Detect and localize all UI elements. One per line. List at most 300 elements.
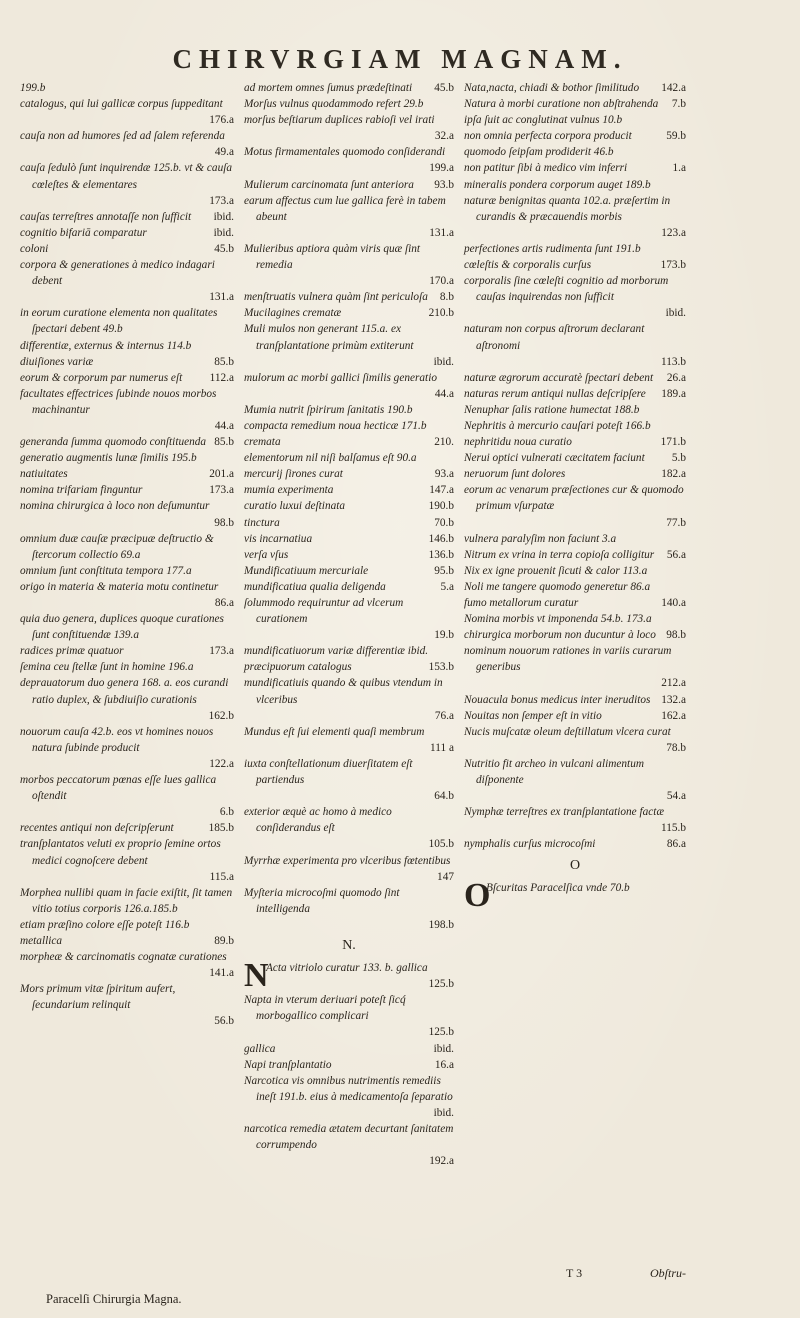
entry-text: Napi tranſplantatio: [244, 1058, 332, 1071]
index-entry: [244, 1121, 454, 1169]
index-entry: [20, 225, 234, 241]
entry-text: mundificatiuis quando & quibus vtendum in vlceribus: [244, 677, 443, 706]
index-entry: [20, 160, 234, 208]
index-entry: [244, 1057, 454, 1073]
index-entry: [244, 193, 454, 241]
index-entry: [20, 836, 234, 884]
index-entry: [244, 643, 454, 659]
entry-text: deprauatorum duo genera 168. a. eos curandi ratio duplex, & ſubdiuiſio curationis: [20, 677, 229, 706]
index-entry: [244, 241, 454, 289]
entry-text: Nomina morbis vt imponenda 54.b. 173.a: [464, 613, 652, 626]
index-entry: [244, 675, 454, 723]
index-entry: [244, 80, 454, 96]
entry-text: Morphea nullibi quam in facie exiſtit, ſit tamen vitio totius corporis 126.a.185.b: [20, 886, 233, 915]
entry-text: non omnia perfecta corpora producit: [464, 130, 632, 143]
index-entry: [464, 386, 686, 402]
index-entry: [20, 498, 234, 530]
index-entry: [20, 659, 234, 675]
entry-reference: 142.a: [661, 82, 686, 94]
entry-reference: ibid.: [433, 355, 454, 368]
entry-text: Myſteria microcoſmi quomodo ſint intelligenda: [244, 886, 400, 915]
index-entry: [244, 434, 454, 450]
entry-text: ad mortem omnes ſumus prædeſtinati: [244, 82, 413, 94]
index-entry: [464, 402, 686, 418]
index-entry: [244, 321, 454, 369]
entry-text: morſus beſtiarum duplices rabioſi vel irati: [244, 114, 435, 127]
entry-text: nymphalis curſus microcoſmi: [464, 838, 596, 851]
entry-text: cremata: [244, 436, 281, 449]
entry-reference: 1.a: [672, 162, 686, 175]
entry-reference: 192.a: [429, 1155, 454, 1168]
entry-text: mercurij ſirones curat: [244, 468, 343, 481]
entry-reference: 111 a: [430, 741, 454, 754]
index-entry: [244, 659, 454, 675]
entry-text: Muli mulos non generant 115.a. ex tranſplantatione primùm extiterunt: [244, 323, 414, 352]
index-entry: [20, 434, 234, 450]
entry-text: Myrrhæ experimenta pro vlceribus fœtentibus: [244, 854, 451, 867]
index-entry: [244, 563, 454, 579]
entry-text: Mucilagines crematæ: [244, 307, 342, 320]
index-entry: [20, 772, 234, 820]
entry-text: etiam præſino colore eſſe poteſt 116.b: [20, 918, 190, 931]
entry-text: quomodo ſeipſam prodiderit 46.b: [464, 146, 614, 159]
entry-text: Napta in vterum deriuari poteſt ſicq́ morbogallico complicari: [244, 994, 406, 1023]
entry-text: catalogus, qui lui gallicæ corpus ſuppeditant: [20, 98, 223, 111]
entry-text: compacta remedium noua hecticæ 171.b: [244, 419, 427, 432]
entry-reference: 123.a: [661, 226, 686, 239]
index-entry: [244, 144, 454, 176]
entry-text: elementorum nil niſi balſamus eſt 90.a: [244, 452, 417, 465]
index-entry: [464, 193, 686, 241]
index-entry: [244, 853, 454, 885]
index-entry: [244, 402, 454, 418]
entry-text: origo in materia & materia motu continetur: [20, 580, 219, 593]
entry-reference: 125.b: [428, 978, 454, 991]
entry-reference: 78.b: [666, 741, 686, 754]
entry-text: Nix ex igne prouenit ſicuti & calor 113.a: [464, 564, 648, 577]
index-entry: [20, 257, 234, 305]
entry-reference: 105.b: [428, 838, 454, 851]
index-entry: [464, 627, 686, 643]
index-entry: [244, 1073, 454, 1121]
entry-reference: 131.a: [429, 226, 454, 239]
index-entry: [464, 611, 686, 627]
entry-reference: 93.b: [434, 178, 454, 191]
index-entry: [244, 547, 454, 563]
entry-reference: 76.a: [434, 709, 454, 722]
entry-text: Mors primum vitæ ſpiritum aufert, ſecundarium relinquit: [20, 983, 176, 1012]
entry-reference: 210.b: [428, 307, 454, 320]
index-entry: [464, 434, 686, 450]
entry-reference: 210.: [434, 436, 454, 449]
index-entry: [20, 450, 234, 466]
entry-reference: 173.a: [209, 645, 234, 658]
entry-text: chirurgica morborum non ducuntur à loco: [464, 629, 656, 642]
index-entry: [464, 112, 686, 128]
entry-text: perfectiones artis rudimenta ſunt 191.b: [464, 242, 641, 255]
index-entry: [20, 531, 234, 563]
entry-reference: 19.b: [434, 629, 454, 642]
index-entry: [244, 885, 454, 933]
entry-text: Mumia nutrit ſpirirum ſanitatis 190.b: [244, 403, 413, 416]
entry-reference: 44.a: [434, 387, 454, 400]
entry-text: Mulierum carcinomata ſunt anteriora: [244, 178, 414, 191]
entry-reference: 86.a: [214, 597, 234, 609]
index-entry: [20, 949, 234, 981]
entry-text: Nouacula bonus medicus inter ineruditos: [464, 693, 651, 706]
entry-text: vulnera paralyſim non faciunt 3.a: [464, 532, 617, 545]
entry-text: tinctura: [244, 516, 280, 529]
entry-reference: ibid.: [213, 210, 234, 223]
index-entry: [464, 241, 686, 257]
entry-text: Nucis muſcatæ oleum deſtillatum vlcera curat: [464, 725, 671, 738]
entry-text: Nerui optici vulnerati cæcitatem faciunt: [464, 452, 645, 465]
index-entry: [244, 418, 454, 434]
index-entry: [244, 515, 454, 531]
index-entry: [244, 1041, 454, 1057]
index-entry: [20, 386, 234, 434]
index-entry: [20, 241, 234, 257]
entry-text: naturas rerum antiqui nullas deſcripſere: [464, 387, 646, 400]
entry-text: iuxta conſtellationum diuerſitatem eſt partiendus: [244, 757, 413, 787]
entry-text: mulorum ac morbi gallici ſimilis generatio: [244, 371, 437, 384]
index-entry: [20, 563, 234, 579]
index-entry: [464, 321, 686, 369]
catchword: Obſtru-: [650, 1266, 686, 1280]
entry-reference: 56.b: [214, 1015, 234, 1028]
entry-text: mumia experimenta: [244, 484, 334, 497]
index-entry: [20, 466, 234, 482]
entry-reference: 85.b: [214, 436, 234, 449]
entry-reference: 173.b: [660, 259, 686, 272]
section-letter: N.: [342, 937, 356, 953]
entry-text: morbos peccatorum pœnas eſſe lues gallica oſtendit: [20, 774, 217, 803]
entry-text: omnium duæ cauſæ præcipuæ deſtructio & ſtercorum collectio 69.a: [20, 532, 214, 561]
index-entry: [464, 160, 686, 176]
drop-cap: N: [244, 957, 269, 995]
entry-text: fumo metallorum curatur: [464, 597, 579, 609]
entry-reference: 125.b: [428, 1026, 454, 1039]
entry-text: in eorum curatione elementa non qualitates ſpectari debent 49.b: [20, 307, 218, 336]
entry-text: narcotica remedia ætatem decurtant ſanitatem corrumpendo: [244, 1123, 454, 1152]
index-entry: [20, 305, 234, 337]
index-entry: [20, 354, 234, 370]
index-entry: [244, 957, 454, 995]
index-entry: [244, 595, 454, 643]
index-entry: [464, 257, 686, 273]
index-entry: [244, 992, 454, 1040]
index-entry: [464, 756, 686, 804]
index-entry: [464, 643, 686, 691]
entry-text: Motus firmamentales quomodo conſiderandi: [244, 146, 446, 159]
entry-reference: 98.b: [214, 516, 234, 529]
index-entry: [464, 804, 686, 836]
entry-text: naturæ ægrorum accuratè ſpectari debent: [464, 371, 654, 384]
index-entry: [244, 112, 454, 144]
entry-text: Nitrum ex vrina in terra copioſa colligitur: [464, 548, 655, 561]
entry-text: Narcotica vis omnibus nutrimentis remediis ineſt 191.b. eius à medicamentoſa ſeparatio: [244, 1074, 453, 1103]
entry-text: mundificatiua qualia deligenda: [244, 580, 386, 593]
index-entry: [464, 144, 686, 160]
entry-reference: 170.a: [429, 275, 454, 288]
index-entry: [20, 611, 234, 643]
index-entry: [20, 338, 234, 354]
entry-reference: 131.a: [209, 291, 234, 304]
entry-reference: 171.b: [660, 436, 686, 449]
entry-text: gallica: [244, 1042, 276, 1055]
index-entry: [244, 305, 454, 321]
entry-text: tranſplantatos veluti ex proprio ſemine ortos medici cognoſcere debent: [20, 838, 221, 867]
index-entry: [20, 128, 234, 160]
entry-reference: 173.a: [209, 194, 234, 207]
entry-text: recentes antiqui non deſcripſerunt: [20, 822, 174, 835]
entry-reference: 212.a: [661, 677, 686, 690]
entry-reference: ibid.: [213, 226, 234, 239]
index-entry: [464, 128, 686, 144]
entry-text: morpheæ & carcinomatis cognatæ curationes: [20, 951, 227, 964]
entry-text: cognitio bifariā comparatur: [20, 226, 147, 239]
index-entry: [464, 692, 686, 708]
entry-text: omnium ſunt conſtituta tempora 177.a: [20, 564, 192, 577]
entry-text: mundificatiuorum variæ differentiæ ibid.: [244, 645, 429, 658]
entry-reference: 132.a: [661, 693, 686, 706]
entry-reference: 190.b: [428, 500, 454, 513]
index-entry: [244, 724, 454, 756]
entry-reference: 147.a: [429, 484, 454, 497]
index-entry: [244, 579, 454, 595]
entry-text: Nymphæ terreſtres ex tranſplantatione factæ: [464, 806, 664, 819]
index-entry: [464, 418, 686, 434]
index-entry: [464, 177, 686, 193]
entry-reference: 153.b: [428, 661, 454, 674]
entry-reference: 49.a: [214, 146, 234, 159]
entry-reference: 198.b: [428, 918, 454, 931]
entry-text: Nenuphar ſalis ratione humectat 188.b: [464, 403, 640, 416]
index-entry: [244, 804, 454, 852]
entry-reference: ibid.: [665, 307, 686, 320]
index-entry: [244, 289, 454, 305]
footer-title: Paracelſi Chirurgia Magna.: [46, 1292, 182, 1306]
entry-text: exterior æquè ac homo à medico conſiderandus eſt: [244, 806, 392, 835]
entry-text: eorum ac venarum præſectiones cur & quomodo primum vſurpatæ: [464, 484, 684, 513]
entry-text: differentiæ, externus & internus 114.b: [20, 339, 192, 352]
entry-text: corporalis ſine cœleſti cognitio ad morborum cauſas inquirendas non ſufficit: [464, 275, 669, 304]
entry-reference: 199.a: [429, 162, 454, 175]
entry-text: præcipuorum catalogus: [244, 661, 352, 674]
index-entry: [20, 80, 234, 96]
entry-text: cauſa non ad humores ſed ad ſalem referenda: [20, 130, 225, 143]
index-entry: [244, 177, 454, 193]
index-entry: [244, 450, 454, 466]
index-column-middle: [244, 80, 454, 1169]
entry-reference: 173.a: [209, 484, 234, 497]
index-entry: [20, 96, 234, 128]
index-entry: [20, 482, 234, 498]
entry-text: Mundificatiuum mercuriale: [244, 564, 369, 577]
entry-text: Nephritis à mercurio cauſari poteſt 166.b: [464, 419, 651, 432]
entry-text: curatio luxui deſtinata: [244, 500, 346, 513]
entry-text: Bſcuritas Paracelſica vnde 70.b: [486, 881, 630, 894]
index-entry: [20, 370, 234, 386]
section-letter: O: [569, 857, 581, 873]
drop-cap: O: [464, 876, 491, 914]
entry-text: nomina chirurgica à loco non deſumuntur: [20, 500, 210, 513]
running-header: CHIRVRGIAM MAGNAM.: [172, 44, 628, 74]
entry-reference: 98.b: [666, 629, 686, 642]
entry-reference: 93.a: [434, 468, 454, 481]
entry-reference: 16.a: [434, 1058, 454, 1071]
entry-text: facultates effectrices ſubinde nouos morbos machinantur: [20, 387, 217, 416]
entry-text: non patitur ſibi à medico vim inferri: [464, 162, 628, 175]
index-entry: [464, 370, 686, 386]
index-entry: [20, 675, 234, 723]
entry-reference: 136.b: [428, 548, 454, 561]
entry-reference: 122.a: [209, 757, 234, 770]
entry-text: earum affectus cum lue gallica ferè in tabem abeunt: [244, 194, 446, 223]
index-column-right: [464, 80, 686, 914]
entry-reference: 85.b: [214, 355, 234, 368]
entry-reference: 77.b: [666, 516, 686, 529]
index-entry: [244, 531, 454, 547]
entry-text: 199.b: [20, 82, 46, 94]
index-entry: [20, 209, 234, 225]
index-entry: [464, 547, 686, 563]
index-entry: [244, 498, 454, 514]
entry-text: Nouitas non ſemper eſt in vitio: [464, 709, 602, 722]
entry-text: Noli me tangere quomodo generetur 86.a: [464, 580, 651, 593]
entry-text: radices primæ quatuor: [20, 645, 124, 658]
entry-reference: 146.b: [428, 532, 454, 545]
entry-text: vis incarnatiua: [244, 532, 313, 545]
entry-reference: 26.a: [666, 371, 686, 384]
entry-reference: 7.b: [671, 98, 686, 111]
entry-reference: 6.b: [219, 806, 234, 819]
entry-text: natiuitates: [20, 468, 68, 481]
entry-text: nouorum cauſa 42.b. eos vt homines nouos natura ſubinde producit: [20, 725, 214, 754]
index-entry: [20, 724, 234, 772]
entry-reference: 189.a: [661, 387, 686, 400]
entry-reference: 115.b: [661, 822, 686, 835]
entry-text: Mundus eſt ſui elementi quaſi membrum: [244, 725, 425, 738]
entry-text: menſtruatis vulnera quàm ſint periculoſa: [244, 291, 428, 304]
entry-reference: 140.a: [661, 597, 686, 609]
entry-reference: 8.b: [439, 291, 454, 304]
entry-text: ſolummodo requiruntur ad vlcerum curationem: [244, 597, 404, 626]
index-column-left: [20, 80, 234, 1030]
entry-text: Morſus vulnus quodammodo refert 29.b: [244, 98, 424, 111]
index-entry: [244, 466, 454, 482]
entry-text: cauſas terreſtres annotaſſe non ſufficit: [20, 210, 192, 223]
entry-text: Mulieribus aptiora quàm viris quæ ſint remedia: [244, 242, 421, 272]
index-entry: [20, 820, 234, 836]
entry-reference: 185.b: [208, 822, 234, 835]
index-entry: [464, 96, 686, 112]
signature-mark: T 3: [566, 1266, 583, 1280]
entry-text: generanda ſumma quomodo conſtituenda: [20, 436, 207, 449]
entry-reference: 54.a: [666, 790, 686, 803]
index-entry: [464, 273, 686, 321]
entry-reference: 182.a: [661, 468, 686, 481]
entry-reference: 113.b: [661, 355, 686, 368]
entry-reference: 162.b: [208, 709, 234, 722]
entry-text: eorum & corporum par numerus eſt: [20, 371, 183, 384]
index-entry: [464, 724, 686, 756]
entry-text: mineralis pondera corporum auget 189.b: [464, 178, 651, 191]
entry-reference: 162.a: [661, 709, 686, 722]
entry-reference: 115.a: [209, 870, 234, 883]
entry-text: generatio augmentis lunæ ſimilis 195.b: [20, 452, 197, 465]
index-entry: [464, 450, 686, 466]
index-entry: [464, 579, 686, 595]
entry-text: diuiſiones variæ: [20, 355, 94, 368]
index-entry: [464, 836, 686, 852]
entry-reference: 5.b: [671, 452, 686, 465]
entry-text: metallica: [20, 934, 63, 947]
entry-reference: 64.b: [434, 790, 454, 803]
entry-reference: 45.b: [214, 242, 234, 255]
entry-text: neruorum ſunt dolores: [464, 468, 566, 481]
entry-reference: 89.b: [214, 934, 234, 947]
index-entry: [464, 563, 686, 579]
index-entry: [20, 981, 234, 1029]
index-entry: [464, 482, 686, 530]
index-entry: [20, 643, 234, 659]
index-entry: [464, 876, 686, 914]
entry-text: naturam non corpus aſtrorum declarant aſtronomi: [464, 323, 645, 352]
index-entry: [464, 466, 686, 482]
index-entry: [464, 595, 686, 611]
entry-reference: 56.a: [666, 548, 686, 561]
entry-reference: 112.a: [209, 371, 234, 384]
entry-reference: 45.b: [434, 82, 454, 94]
entry-text: nominum nouorum rationes in variis curarum generibus: [464, 645, 672, 674]
entry-reference: 44.a: [214, 419, 234, 432]
index-entry: [464, 708, 686, 724]
entry-text: nomina trifariam finguntur: [20, 484, 143, 497]
entry-reference: 32.a: [434, 130, 454, 143]
entry-reference: 176.a: [209, 114, 234, 127]
index-entry: [244, 482, 454, 498]
entry-text: cœleſtis & corporalis curſus: [464, 259, 592, 272]
entry-text: nephritidu noua curatio: [464, 436, 572, 449]
index-entry: [244, 370, 454, 402]
entry-text: verſa vſus: [244, 548, 289, 561]
entry-text: Nutritio fit archeo in vulcani alimentum diſponente: [464, 757, 644, 787]
index-entry: [244, 96, 454, 112]
entry-text: ipſa ſuit ac conglutinat vulnus 10.b: [464, 114, 623, 127]
entry-text: cauſa ſedulò ſunt inquirendæ 125.b. vt & cauſa cœleſtes & elementares: [20, 162, 233, 191]
entry-text: quia duo genera, duplices quoque curationes ſunt conſtituendæ 139.a: [20, 613, 224, 642]
entry-reference: 5.a: [440, 580, 454, 593]
index-entry: [464, 531, 686, 547]
index-entry: [464, 80, 686, 96]
entry-text: coloni: [20, 242, 49, 255]
entry-text: Nata,nacta, chiadi & bothor ſimilitudo: [464, 82, 640, 94]
entry-text: corpora & generationes à medico indagari debent: [20, 259, 215, 288]
index-entry: [20, 933, 234, 949]
entry-reference: ibid.: [433, 1042, 454, 1055]
entry-reference: 59.b: [666, 130, 686, 143]
entry-reference: 147: [437, 870, 454, 883]
entry-reference: 95.b: [434, 564, 454, 577]
entry-reference: 86.a: [666, 838, 686, 851]
index-entry: [20, 885, 234, 917]
entry-reference: 201.a: [209, 468, 234, 481]
entry-text: naturæ benignitas quanta 102.a. præſertim in curandis & præcauendis morbis: [464, 194, 671, 223]
entry-text: Natura à morbi curatione non abſtrahenda: [464, 98, 659, 111]
entry-text: Acta vitriolo curatur 133. b. gallica: [266, 962, 428, 975]
index-entry: [20, 917, 234, 933]
